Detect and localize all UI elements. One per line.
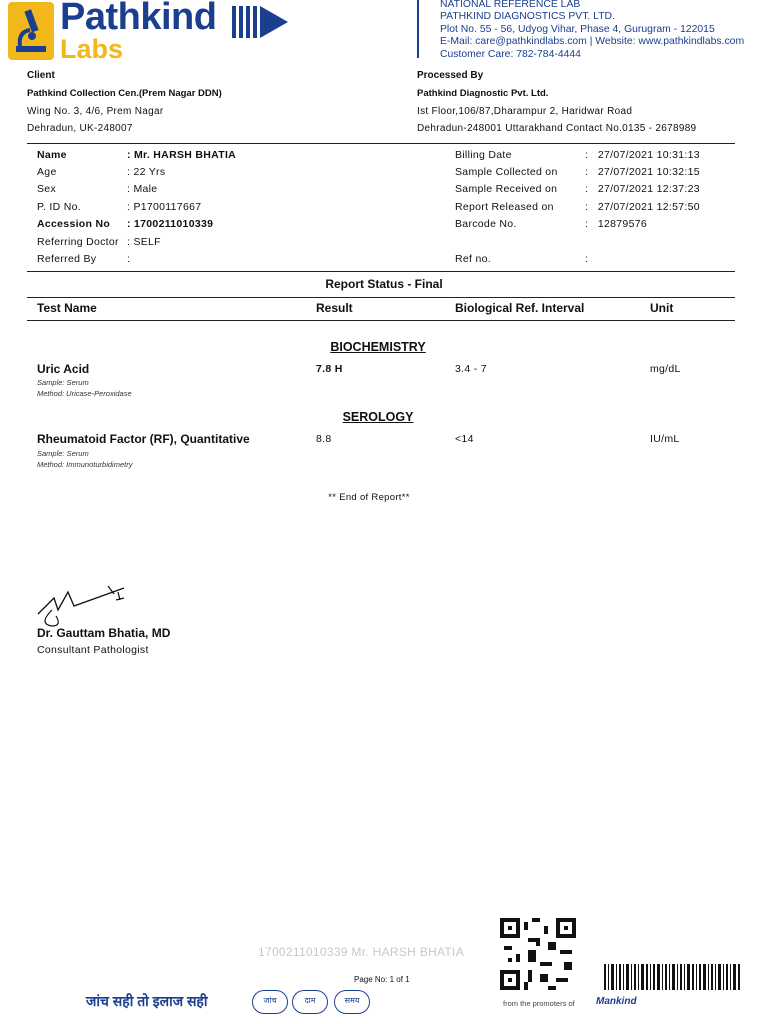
lab-line: NATIONAL REFERENCE LAB xyxy=(440,0,581,10)
section-title: BIOCHEMISTRY xyxy=(330,340,426,354)
value-sample-received: 27/07/2021 12:37:23 xyxy=(597,183,700,195)
test-result: 8.8 xyxy=(316,433,332,445)
col-test-name: Test Name xyxy=(37,301,97,315)
header-divider xyxy=(417,0,419,58)
test-interval: 3.4 - 7 xyxy=(455,363,487,375)
value-barcode-no: 12879576 xyxy=(597,218,647,230)
section-title: SEROLOGY xyxy=(342,410,414,424)
test-unit: mg/dL xyxy=(650,363,681,375)
label-accession: Accession No xyxy=(37,218,111,230)
brand-name: Pathkind xyxy=(60,0,217,38)
report-status: Report Status - Final xyxy=(325,277,443,291)
doctor-name: Dr. Gauttam Bhatia, MD xyxy=(37,626,171,640)
promoters-text: from the promoters of xyxy=(503,999,575,1008)
value-sex: Male xyxy=(133,183,158,195)
divider xyxy=(27,297,735,298)
mankind-logo: Mankind xyxy=(596,996,637,1007)
label-sample-received: Sample Received on xyxy=(455,183,558,195)
test-interval: <14 xyxy=(455,433,474,445)
label-ref-no: Ref no. xyxy=(455,253,491,265)
client-addr1: Wing No. 3, 4/6, Prem Nagar xyxy=(27,106,164,117)
client-heading: Client xyxy=(27,70,55,81)
lab-line: E-Mail: care@pathkindlabs.com | Website: www.pathkindlabs.com xyxy=(440,36,745,48)
label-age: Age xyxy=(37,166,57,178)
footer-tagline: जांच सही तो इलाज सही xyxy=(86,993,208,1009)
logo-icon xyxy=(8,2,54,60)
value-billing-date: 27/07/2021 10:31:13 xyxy=(597,149,700,161)
value-sample-collected: 27/07/2021 10:32:15 xyxy=(597,166,700,178)
lab-line: PATHKIND DIAGNOSTICS PVT. LTD. xyxy=(440,11,615,23)
test-method: Method: Uricase-Peroxidase xyxy=(37,389,132,398)
test-sample: Sample: Serum xyxy=(37,449,89,458)
label-billing-date: Billing Date xyxy=(455,149,512,161)
lab-address-block xyxy=(440,0,744,61)
col-ref-interval: Biological Ref. Interval xyxy=(455,301,585,315)
processed-name: Pathkind Diagnostic Pvt. Ltd. xyxy=(417,88,549,99)
label-referring-doctor: Referring Doctor xyxy=(37,236,119,248)
divider xyxy=(27,320,735,321)
test-method: Method: Immunoturbidimetry xyxy=(37,460,133,469)
label-sample-collected: Sample Collected on xyxy=(455,166,558,178)
test-result: 7.8 H xyxy=(316,363,343,375)
lab-line: Customer Care: 782-784-4444 xyxy=(440,48,581,60)
label-referred-by: Referred By xyxy=(37,253,97,265)
brand-sub: Labs xyxy=(60,34,124,64)
lab-line: Plot No. 55 - 56, Udyog Vihar, Phase 4, Gurugram - 122015 xyxy=(440,23,715,35)
watermark-text: 1700211010339 Mr. HARSH BHATIA xyxy=(258,945,464,959)
client-addr2: Dehradun, UK-248007 xyxy=(27,123,133,134)
end-of-report: ** End of Report** xyxy=(328,492,410,503)
processed-addr2: Dehradun-248001 Uttarakhand Contact No.0135 - 2678989 xyxy=(417,123,697,134)
footer-badge: जांच xyxy=(252,990,288,1014)
processed-addr1: Ist Floor,106/87,Dharampur 2, Haridwar Road xyxy=(417,106,633,117)
test-name: Uric Acid xyxy=(37,362,90,376)
doctor-title: Consultant Pathologist xyxy=(37,644,149,656)
label-pid: P. ID No. xyxy=(37,201,81,213)
value-accession: 1700211010339 xyxy=(134,218,214,230)
divider xyxy=(27,271,735,272)
col-unit: Unit xyxy=(650,301,674,315)
footer-badge: समय xyxy=(334,990,370,1014)
qr-code xyxy=(500,918,576,995)
value-referring-doctor: SELF xyxy=(133,236,161,248)
label-sex: Sex xyxy=(37,183,56,195)
value-report-released: 27/07/2021 12:57:50 xyxy=(597,201,700,213)
label-barcode-no: Barcode No. xyxy=(455,218,517,230)
divider xyxy=(27,143,735,144)
test-unit: IU/mL xyxy=(650,433,680,445)
value-name: Mr. HARSH BHATIA xyxy=(134,149,237,161)
barcode xyxy=(604,964,740,995)
test-name: Rheumatoid Factor (RF), Quantitative xyxy=(37,432,250,446)
page-number: Page No: 1 of 1 xyxy=(354,975,410,984)
value-pid: P1700117667 xyxy=(133,201,202,213)
test-sample: Sample: Serum xyxy=(37,378,89,387)
label-report-released: Report Released on xyxy=(455,201,554,213)
brand-bars-icon xyxy=(232,4,292,45)
value-age: 22 Yrs xyxy=(133,166,166,178)
footer-badge: दाम xyxy=(292,990,328,1014)
processed-heading: Processed By xyxy=(417,70,484,81)
col-result: Result xyxy=(316,301,353,315)
label-name: Name xyxy=(37,149,67,161)
client-name: Pathkind Collection Cen.(Prem Nagar DDN) xyxy=(27,88,222,99)
